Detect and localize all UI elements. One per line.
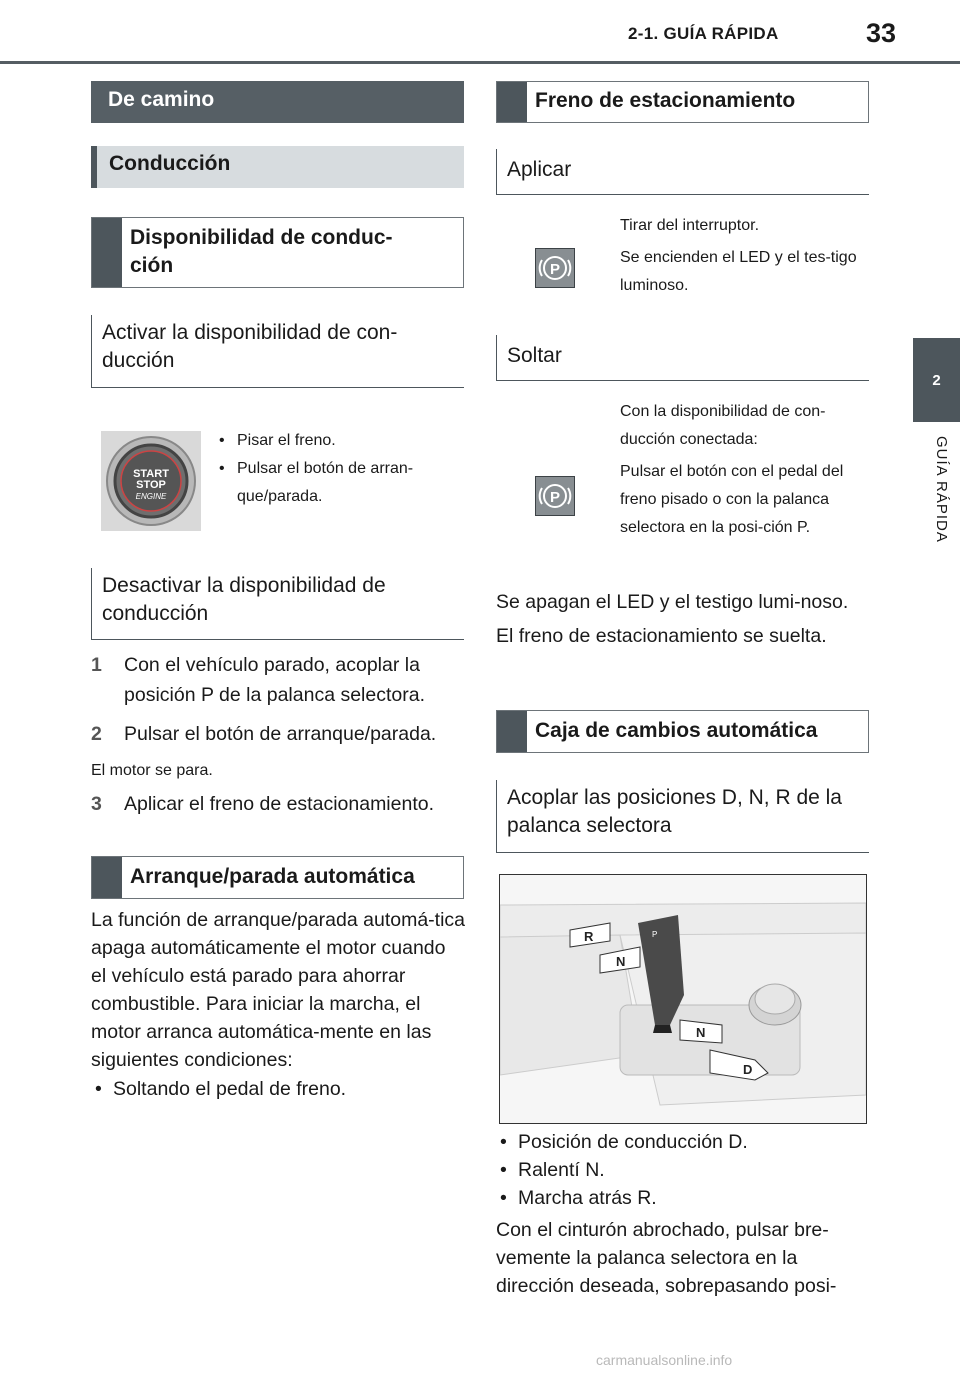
- subheading-acoplar: [496, 780, 869, 853]
- final-paragraph: Con el cinturón abrochado, pulsar bre-vemente la palanca selectora en la dirección deseada, sobrepasando posi-: [496, 1219, 837, 1297]
- subheading-soltar: [496, 335, 869, 381]
- soltar-line: Pulsar el botón con el pedal del freno pisado o con la palanca selectora en la posi-ción P.: [620, 463, 844, 536]
- start-label: START: [133, 468, 169, 480]
- gear-label-n2: N: [696, 1025, 706, 1040]
- parking-brake-icon-release: [535, 476, 575, 516]
- step-3: [91, 790, 471, 818]
- list-item: • Ralentí N.: [496, 1156, 868, 1184]
- heading-conduccion-text: Conducción: [109, 152, 231, 175]
- heading-arranque: [91, 856, 464, 899]
- step-number: 2: [91, 723, 102, 745]
- step-1: [91, 650, 471, 710]
- heading-bar: [497, 711, 527, 752]
- list-item: • Pisar el freno.: [215, 427, 450, 455]
- heading-freno-text: Freno de estacionamiento: [535, 89, 796, 112]
- chapter-tab: 2: [913, 338, 960, 422]
- heading-freno: [496, 81, 869, 123]
- svg-text:P: P: [549, 261, 561, 278]
- soltar-line: Con la disponibilidad de con-ducción conectada:: [620, 403, 826, 448]
- step-text: Con el vehículo parado, acoplar la posición P de la palanca selectora.: [124, 654, 426, 706]
- step-2: [91, 720, 471, 748]
- footer-watermark: carmanualsonline.info: [596, 1352, 733, 1368]
- gear-label-p: P: [652, 930, 658, 939]
- subheading-desactivar: [91, 568, 464, 640]
- result-line: Se apagan el LED y el testigo lumi-noso.: [496, 591, 849, 613]
- heading-conduccion: [91, 146, 464, 188]
- note-motor: El motor se para.: [91, 762, 213, 779]
- soltar-text: [620, 398, 868, 542]
- heading-caja: [496, 710, 869, 753]
- heading-disponibilidad: [91, 217, 464, 288]
- gear-bullets: [496, 1128, 868, 1212]
- list-item: • Soltando el pedal de freno.: [91, 1075, 466, 1103]
- aplicar-text: [620, 212, 868, 300]
- step-text: Pulsar el botón de arranque/parada.: [124, 723, 437, 745]
- parking-brake-icon: [536, 249, 574, 287]
- heading-de-camino: [91, 81, 464, 123]
- arranque-bullets: [91, 1075, 466, 1103]
- step-text: Aplicar el freno de estacionamiento.: [124, 793, 435, 815]
- subheading-activar-text: Activar la disponibilidad de con-ducción: [102, 321, 398, 372]
- heading-bar: [497, 82, 527, 122]
- heading-bar: [92, 857, 122, 898]
- header-rule: [0, 61, 960, 64]
- section-label: 2-1. GUÍA RÁPIDA: [628, 24, 779, 43]
- result-text: [496, 588, 868, 650]
- parking-brake-icon-apply: [535, 248, 575, 288]
- subheading-acoplar-text: Acoplar las posiciones D, N, R de la palanca selectora: [507, 786, 842, 837]
- activar-bullets: [215, 427, 450, 511]
- subheading-soltar-text: Soltar: [507, 344, 562, 367]
- step-number: 1: [91, 654, 102, 676]
- gear-selector-illustration: [499, 874, 867, 1124]
- chapter-title-vertical: GUÍA RÁPIDA: [933, 436, 950, 543]
- heading-de-camino-text: De camino: [108, 88, 215, 111]
- parking-brake-icon: [536, 477, 574, 515]
- arranque-paragraph: La función de arranque/parada automá-tica apaga automáticamente el motor cuando el vehículo está parado para ahorrar combustible. Para iniciar la marcha, el motor arranca automática-mente en las siguientes condiciones:: [91, 909, 466, 1071]
- heading-bar: [92, 218, 122, 287]
- heading-arranque-text: Arranque/parada automática: [130, 865, 415, 888]
- gear-lever-image: [500, 875, 866, 1123]
- aplicar-line: Tirar del interruptor.: [620, 217, 760, 234]
- list-item: • Posición de conducción D.: [496, 1128, 868, 1156]
- subheading-activar: [91, 315, 464, 388]
- svg-text:P: P: [549, 489, 561, 506]
- subheading-aplicar: [496, 149, 869, 195]
- list-item: • Pulsar el botón de arran-que/parada.: [215, 455, 450, 511]
- start-stop-icon: [101, 431, 201, 531]
- result-line: El freno de estacionamiento se suelta.: [496, 625, 827, 647]
- step-number: 3: [91, 793, 102, 815]
- steps-list: [91, 650, 471, 748]
- gear-label-r: R: [584, 929, 594, 944]
- page-number: 33: [866, 18, 897, 48]
- subheading-desactivar-text: Desactivar la disponibilidad de conducción: [102, 574, 386, 625]
- aplicar-line: Se encienden el LED y el tes-tigo luminoso.: [620, 249, 857, 294]
- list-item: • Marcha atrás R.: [496, 1184, 868, 1212]
- heading-disponibilidad-text: Disponibilidad de conduc-ción: [130, 226, 393, 277]
- gear-label-n1: N: [616, 954, 626, 969]
- start-stop-button-image: [101, 431, 201, 531]
- engine-label: ENGINE: [135, 492, 167, 501]
- heading-caja-text: Caja de cambios automática: [535, 719, 818, 742]
- stop-label: STOP: [136, 479, 166, 491]
- gear-label-d: D: [743, 1062, 753, 1077]
- subheading-aplicar-text: Aplicar: [507, 158, 572, 181]
